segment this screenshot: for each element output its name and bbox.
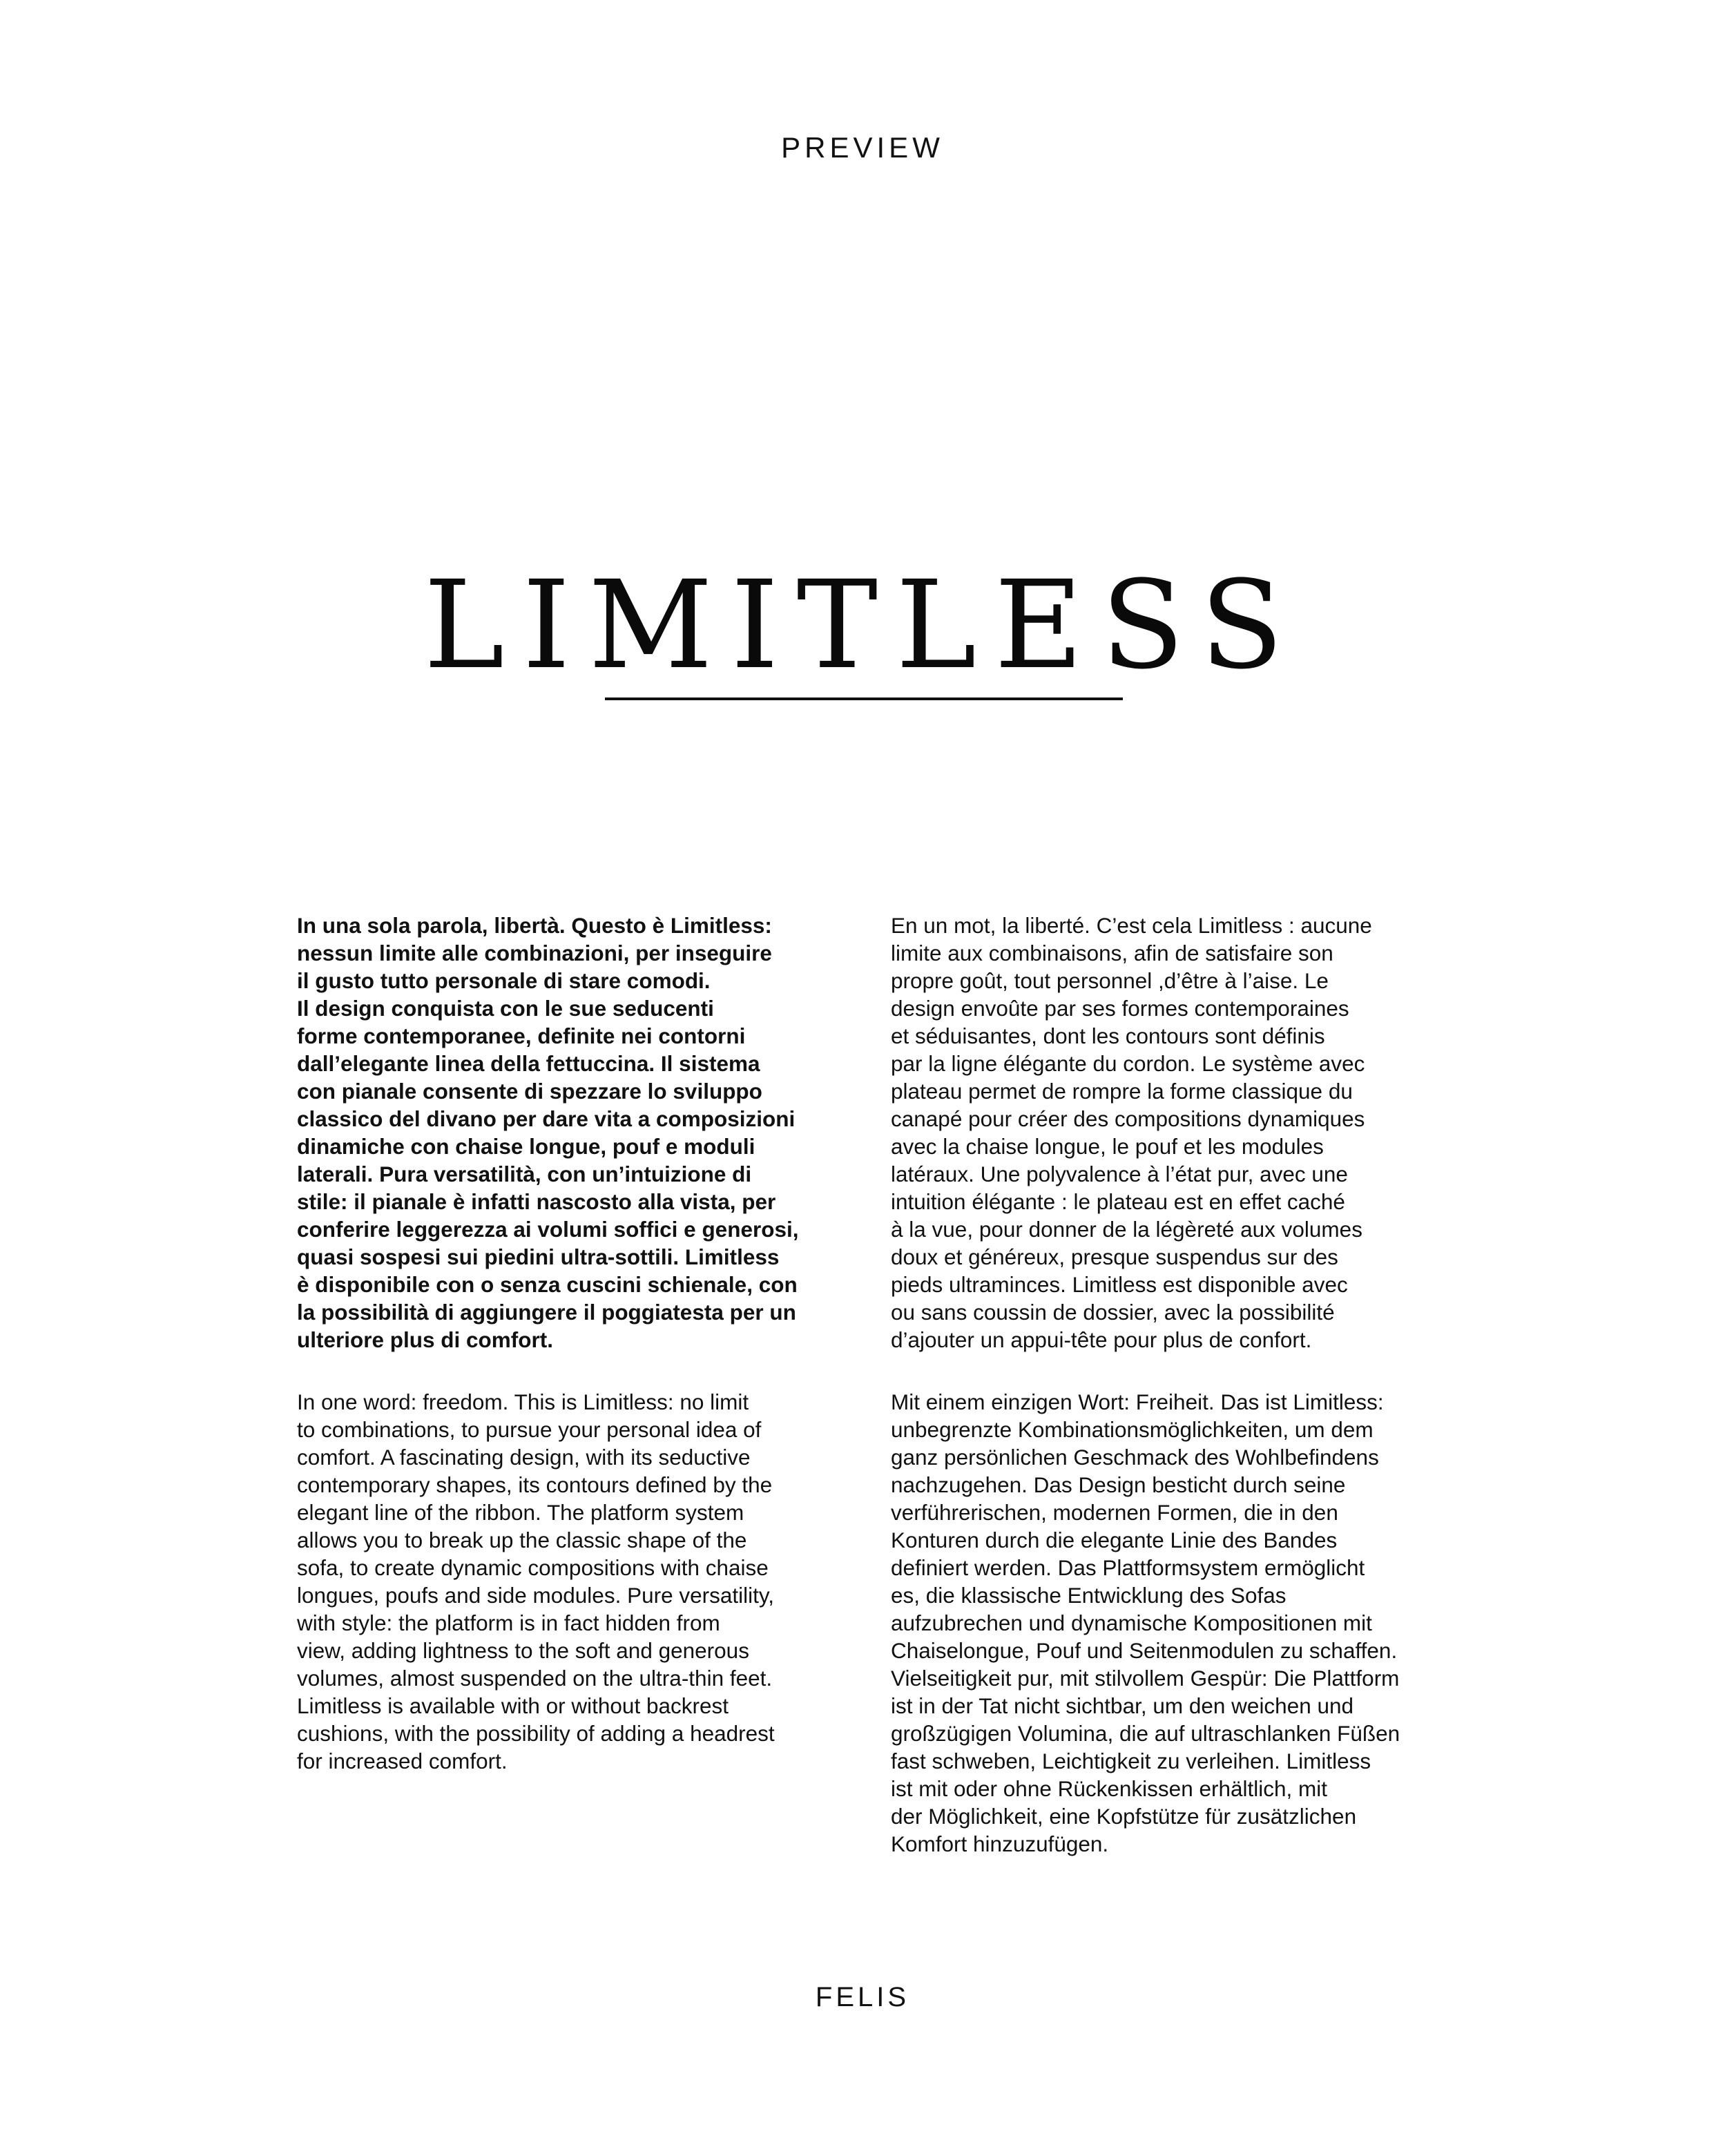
paragraph-italian: In una sola parola, libertà. Questo è Limitless: nessun limite alle combinazioni, per inseguire il gusto tutto personale di stare comodi. Il design conquista con le sue seducenti forme contemporanee, definite nei contorni dall’elegante linea della fettuccina. Il sistema con pianale consente di spezzare lo sviluppo classico del divano per dare vita a composizioni dinamiche con chaise longue, pouf e moduli laterali. Pura versatilità, con un’intuizione di stile: il pianale è infatti nascosto alla vista, per conferire leggerezza ai volumi soffici e generosi, quasi sospesi sui piedini ultra-sottili. Limitless è disponibile con o senza cuscini schienale, con la possibilità di aggiungere il poggiatesta per un ulteriore plus di comfort. [297,913,799,1352]
footer-brand-label: FELIS [815,1982,910,2012]
paragraph-italian-block [297,912,849,1354]
paragraph-english: In one word: freedom. This is Limitless: no limit to combinations, to pursue your personal idea of comfort. A fascinating design, with its seductive contemporary shapes, its contours defined by the elegant line of the ribbon. The platform system allows you to break up the classic shape of the sofa, to create dynamic compositions with chaise longues, poufs and side modules. Pure versatility, with style: the platform is in fact hidden from view, adding lightness to the soft and generous volumes, almost suspended on the ultra-thin feet. Limitless is available with or without backrest cushions, with the possibility of adding a headrest for increased comfort. [297,1389,775,1773]
paragraph-french-block [891,912,1443,1354]
paragraph-german: Mit einem einzigen Wort: Freiheit. Das ist Limitless: unbegrenzte Kombinationsmöglichkeiten, um dem ganz persönlichen Geschmack des Wohlbefindens nachzugehen. Das Design besticht durch seine verführerischen, modernen Formen, die in den Konturen durch die elegante Linie des Bandes definiert werden. Das Plattformsystem ermöglicht es, die klassische Entwicklung des Sofas aufzubrechen und dynamische Kompositionen mit Chaiselongue, Pouf und Seitenmodulen zu schaffen. Vielseitigkeit pur, mit stilvollem Gespür: Die Plattform ist in der Tat nicht sichtbar, um den weichen und großzügigen Volumina, die auf ultraschlanken Füßen fast schweben, Leichtigkeit zu verleihen. Limitless ist mit oder ohne Rückenkissen erhältlich, mit der Möglichkeit, eine Kopfstütze für zusätzlichen Komfort hinzuzufügen. [891,1389,1400,1856]
title-divider [605,697,1123,700]
paragraph-english-block [297,1388,849,1775]
paragraph-french: En un mot, la liberté. C’est cela Limitless : aucune limite aux combinaisons, afin de satisfaire son propre goût, tout personnel ,d’être à l’aise. Le design envoûte par ses formes contemporaines et séduisantes, dont les contours sont définis par la ligne élégante du cordon. Le système avec plateau permet de rompre la forme classique du canapé pour créer des compositions dynamiques avec la chaise longue, le pouf et les modules latéraux. Une polyvalence à l’état pur, avec une intuition élégante : le plateau est en effet caché à la vue, pour donner de la légèreté aux volumes doux et généreux, presque suspendus sur des pieds ultraminces. Limitless est disponible avec ou sans coussin de dossier, avec la possibilité d’ajouter un appui-tête pour plus de confort. [891,913,1372,1352]
paragraph-german-block [891,1388,1443,1858]
page-title: LIMITLESS [423,554,1302,696]
header-label: PREVIEW [781,131,944,164]
